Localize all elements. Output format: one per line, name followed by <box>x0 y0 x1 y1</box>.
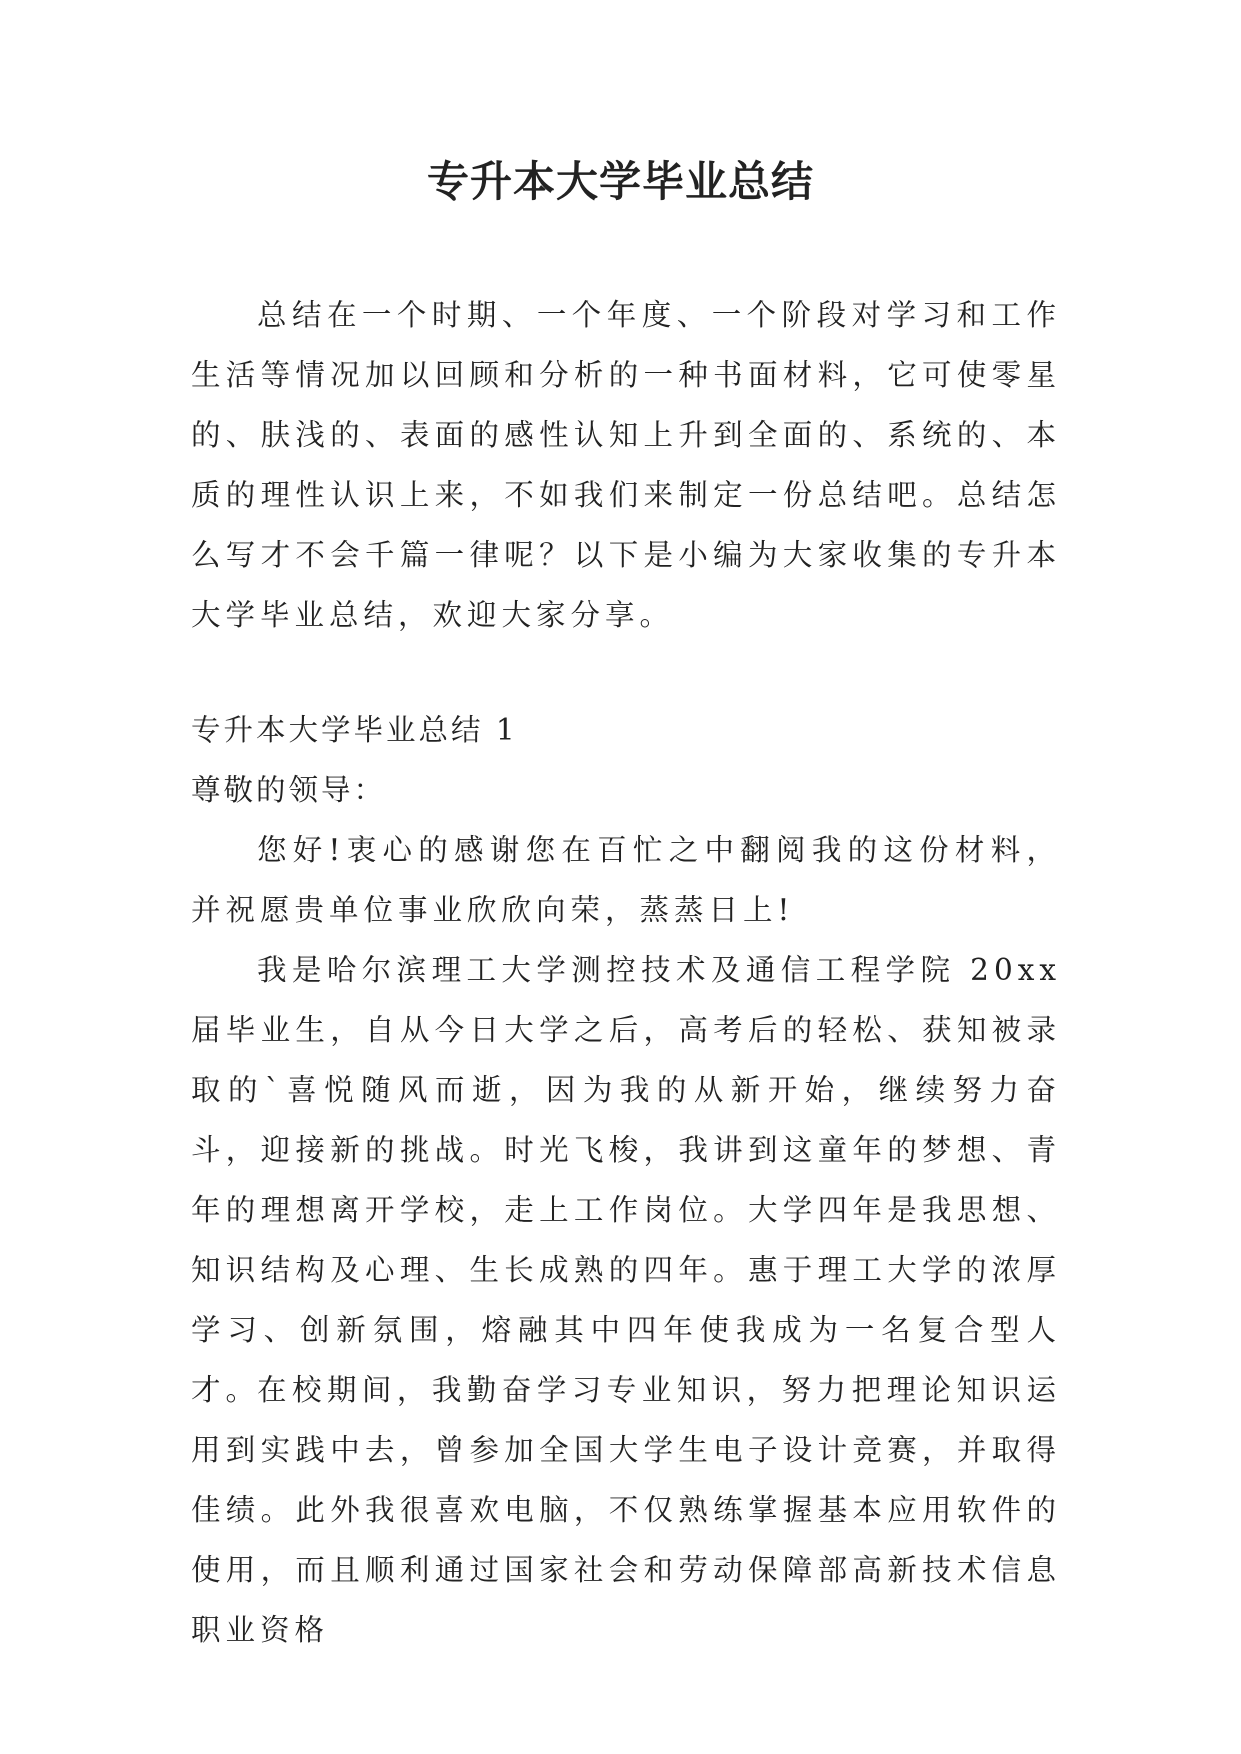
section-heading: 专升本大学毕业总结 1 <box>191 713 518 747</box>
body-paragraph: 在校期间，我勤奋学习专业知识，努力把理论知识运用到实践中去，曾参加全国大学生电子设计竞赛，并取得佳绩。此外我很喜欢电脑，不仅熟练掌握基本应用软件的使用，而且顺利通过国家社会和劳动保障部高新技术信息职业资格 <box>191 1373 1061 1647</box>
body-paragraph: 您好!衷心的感谢您在百忙之中翻阅我的这份材料，并祝愿贵单位事业欣欣向荣，蒸蒸日上! <box>191 833 1061 927</box>
salutation: 尊敬的领导： <box>191 773 387 807</box>
page-title: 专升本大学毕业总结 <box>426 157 814 206</box>
body-paragraph: 我是哈尔滨理工大学测控技术及通信工程学院 20xx 届毕业生，自从今日大学之后，高考后的轻松、获知被录取的`喜悦随风而逝，因为我的从新开始，继续努力奋斗，迎接新的挑战。时光飞梭，我讲到这童年的梦想、青年的理想离开学校，走上工作岗位。大学四年是我思想、知识结构及心理、生长成熟的四年。惠于理工大学的浓厚学习、创新氛围，熔融其中四年使我成为一名复合型人才。 <box>191 953 1061 1407</box>
intro-paragraph: 总结在一个时期、一个年度、一个阶段对学习和工作生活等情况加以回顾和分析的一种书面材料，它可使零星的、肤浅的、表面的感性认知上升到全面的、系统的、本质的理性认识上来，不如我们来制定一份总结吧。总结怎么写才不会千篇一律呢？以下是小编为大家收集的专升本大学毕业总结，欢迎大家分享。 <box>191 298 1061 632</box>
